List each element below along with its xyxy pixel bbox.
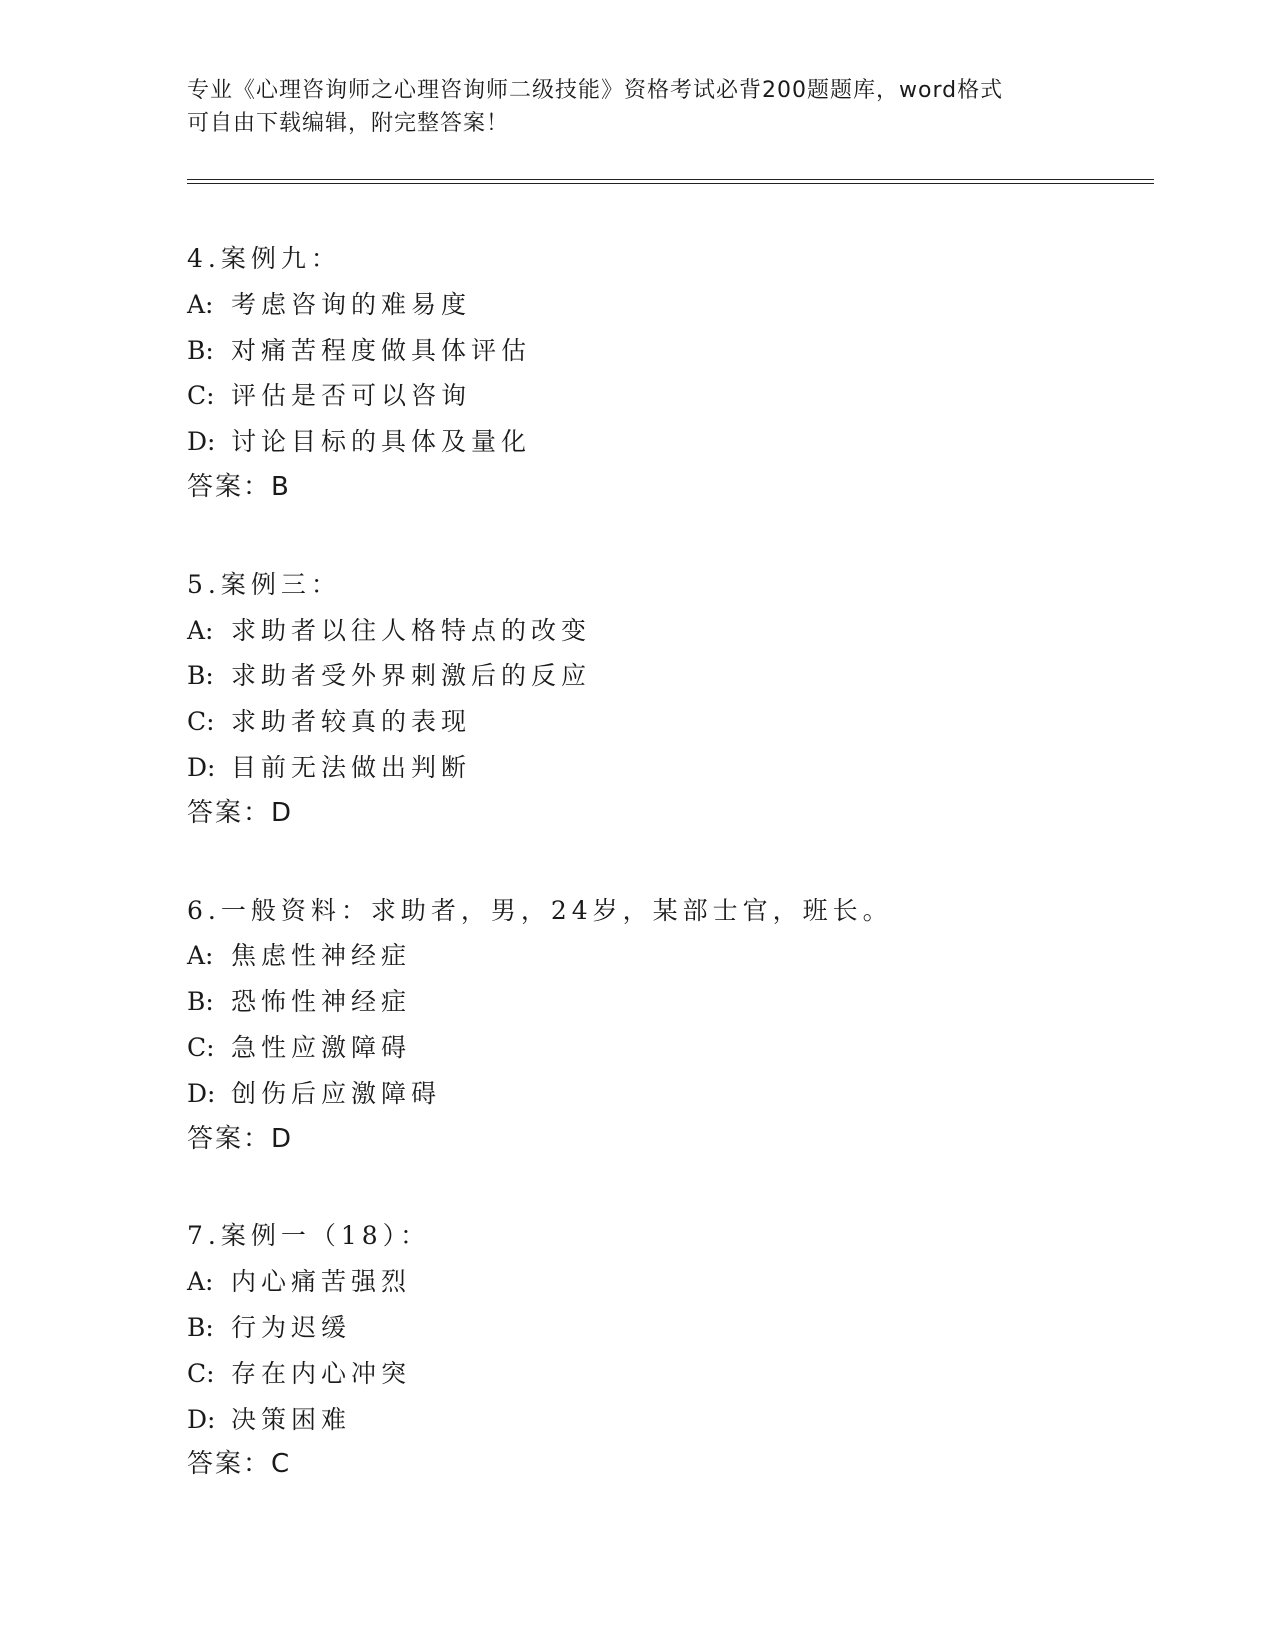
option-text: 求助者受外界刺激后的反应	[231, 661, 592, 691]
option-letter: B:	[187, 1312, 214, 1342]
option-text: 恐怖性神经症	[231, 987, 412, 1017]
option-b	[187, 1305, 1147, 1351]
option-b	[187, 979, 1147, 1025]
header-line-1: 专业《心理咨询师之心理咨询师二级技能》资格考试必背200题题库，word格式	[187, 78, 1004, 103]
question-stem: 5.案例三：	[187, 569, 341, 599]
option-letter: B:	[187, 987, 214, 1017]
option-letter: D:	[187, 427, 216, 457]
option-text: 内心痛苦强烈	[231, 1267, 412, 1297]
question-stem: 6.一般资料：求助者，男，24岁，某部士官，班长。	[187, 895, 893, 925]
option-text: 存在内心冲突	[231, 1358, 412, 1388]
option-letter: D:	[187, 1078, 216, 1108]
option-a	[187, 1259, 1147, 1305]
option-c	[187, 1025, 1147, 1071]
option-a	[187, 933, 1147, 979]
option-text: 对痛苦程度做具体评估	[231, 335, 532, 365]
option-letter: A:	[187, 289, 214, 319]
option-d	[187, 745, 1147, 791]
question-4	[187, 236, 1147, 511]
option-text: 目前无法做出判断	[231, 752, 472, 782]
option-text: 创伤后应激障碍	[231, 1078, 442, 1108]
question-6	[187, 888, 1147, 1163]
option-a	[187, 282, 1147, 328]
option-letter: C:	[187, 707, 215, 737]
option-d	[187, 1071, 1147, 1117]
answer: 答案：C	[187, 1449, 292, 1480]
option-text: 急性应激障碍	[231, 1032, 412, 1062]
option-text: 求助者以往人格特点的改变	[231, 615, 592, 645]
option-letter: B:	[187, 335, 214, 365]
question-5	[187, 562, 1147, 837]
option-letter: C:	[187, 1358, 215, 1388]
option-text: 考虑咨询的难易度	[231, 289, 472, 319]
option-b	[187, 328, 1147, 374]
option-text: 讨论目标的具体及量化	[231, 427, 532, 457]
question-stem: 4.案例九：	[187, 244, 341, 273]
option-text: 焦虑性神经症	[231, 941, 412, 971]
question-list	[187, 236, 1147, 1539]
option-letter: D:	[187, 752, 216, 782]
option-c	[187, 1351, 1147, 1397]
option-c	[187, 699, 1147, 745]
option-text: 评估是否可以咨询	[231, 381, 472, 411]
option-c	[187, 373, 1147, 419]
option-letter: A:	[187, 615, 214, 645]
option-text: 行为迟缓	[231, 1312, 352, 1342]
header-line-2: 可自由下载编辑，附完整答案！	[187, 111, 510, 136]
header-double-rule	[187, 179, 1154, 184]
option-b	[187, 653, 1147, 699]
option-text: 决策困难	[231, 1404, 352, 1434]
option-letter: B:	[187, 661, 214, 691]
answer: 答案：D	[187, 1123, 294, 1154]
question-stem: 7.案例一（18）：	[187, 1221, 431, 1251]
option-text: 求助者较真的表现	[231, 707, 472, 737]
answer: 答案：D	[187, 797, 294, 828]
option-d	[187, 1397, 1147, 1443]
option-a	[187, 608, 1147, 654]
option-letter: A:	[187, 1267, 214, 1297]
answer: 答案：B	[187, 471, 291, 502]
option-letter: C:	[187, 1032, 215, 1062]
question-7	[187, 1213, 1147, 1488]
option-letter: D:	[187, 1404, 216, 1434]
option-letter: A:	[187, 941, 214, 971]
option-letter: C:	[187, 381, 215, 411]
document-header	[187, 74, 1087, 140]
option-d	[187, 419, 1147, 465]
